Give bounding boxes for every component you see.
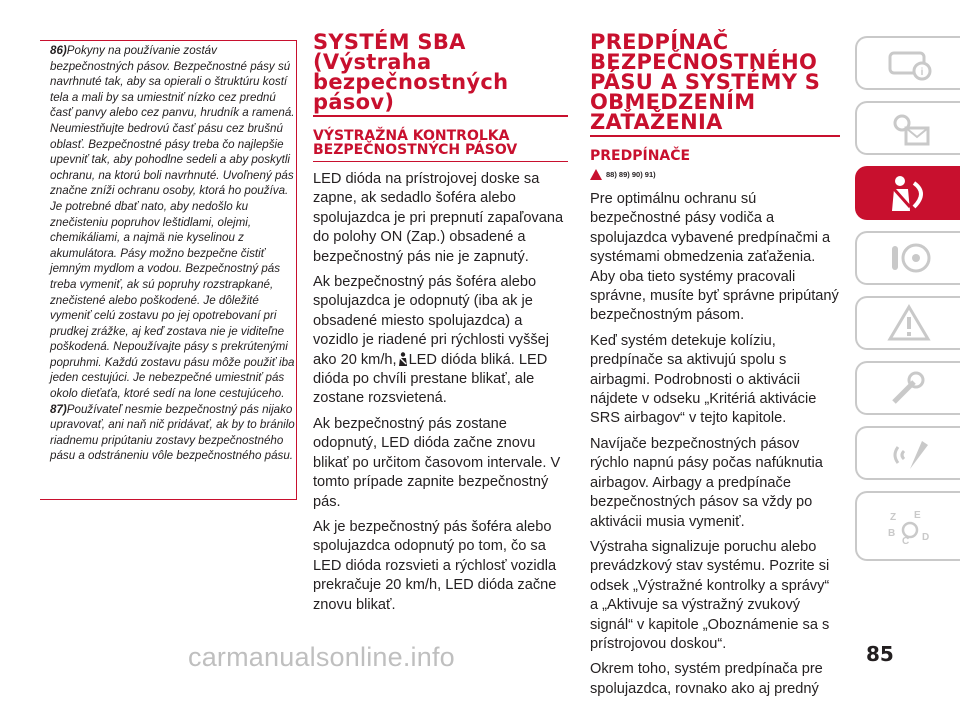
pretensioner-title-rule [590,135,840,137]
sba-title: SYSTÉM SBA (Výstraha bezpečnostných pásov) [313,30,509,114]
svg-text:D: D [921,532,929,543]
alphabetical-index-icon [884,506,934,546]
tab-technical-data[interactable] [855,426,960,480]
warning-triangle-icon [884,303,934,343]
pretensioner-section [590,32,840,705]
warnings-text [50,43,295,464]
warning-refs-text: 88) 89) 90) 91) [606,170,656,179]
seatbelt-airbag-icon [884,173,934,213]
sba-subtitle: VÝSTRAŽNÁ KONTROLKA BEZPEČNOSTNÝCH PÁSOV [313,128,518,158]
tab-starting[interactable] [855,231,960,285]
tab-car-info[interactable] [855,36,960,90]
pretensioner-para-3: Navíjače bezpečnostných pásov rýchlo napnú pásy počas nafúknutia airbagov. Airbagy a predpínače bezpečnostných pásov sa vždy po aktivácii musia vymeniť. [590,435,823,530]
sba-section [313,32,568,621]
note-87-label: 87) [50,402,67,416]
svg-text:Z: Z [889,512,896,523]
maintenance-icon [884,368,934,408]
note-86-label: 86) [50,44,67,57]
svg-text:i: i [920,67,923,78]
pretensioner-title: PREDPÍNAČ BEZPEČNOSTNÉHO PÁSU A SYSTÉMY S OBMEDZENÍM ZAŤAŽENIA [590,30,821,134]
pretensioner-para-5: Okrem toho, systém predpínača pre spolujazdca, rovnako ako aj predný [590,661,823,697]
tab-emergency[interactable] [855,296,960,350]
svg-text:B: B [887,528,895,539]
dashboard-lights-icon [884,108,934,148]
svg-text:C: C [901,536,909,546]
sba-para-3: Ak bezpečnostný pás zostane odopnutý, LED dióda začne znovu blikať po určitom časovom intervale. V tomto prípade zapnite bezpečnostný pás. [313,415,561,510]
warnings-box [40,40,297,500]
sba-para-2a: Ak bezpečnostný pás šoféra alebo spolujazdca je odopnutý (iba ak je obsadené miesto spolujazdca) a vozidlo je riadené pri rýchlosti vyššej ako 20 km/h, [313,274,550,368]
page-number: 85 [866,642,894,666]
technical-data-icon [884,433,934,473]
seatbelt-warning-icon [397,352,409,366]
note-86-text: Pokyny na používanie zostáv bezpečnostných pásov. Bezpečnostné pásy sú navrhnuté tak, aby sa opierali o štruktúru kostí tela a mali by sa umiestniť nízko cez prednú časť panvy alebo cez panvu, hrudník a ramená. Neumiestňujte bedrovú časť pásu cez brušnú oblasť. Bezpečnostné pásy treba čo najlepšie upevniť tak, aby pohodlne sedeli a aby poskytli ochranu, na ktorú boli navrhnuté. Uvoľnený pás značne zníži ochranu osoby, ktorá ho používa. Je potrebné dbať nato, aby nedošlo ku znečisteniu popruhov leštidlami, olejmi, chemikáliami, a najmä nie kyselinou z akumulátora. Pásy možno bezpečne čistiť jemným mydlom a vodou. Bezpečnostný pás treba vymeniť, ak sú popruhy rozstrapkané, znečistené alebo poškodené. Je dôležité vymeniť celú zostavu po jej opotrebovaní pri prudkej zrážke, aj keď zostava nie je viditeľne poškodená. Nepoužívajte pásy s prekrútenými popruhmi. Každú zostavu pásu môže použiť iba jeden cestujúci. Je nebezpečné umiestniť pás okolo dieťaťa, ktoré sedí na lone cestujúceho. [50,44,295,401]
tab-dashboard[interactable] [855,101,960,155]
tab-index[interactable] [855,491,960,561]
warning-triangle-icon [590,169,602,180]
svg-text:E: E [913,510,921,521]
sba-title-rule [313,115,568,117]
sba-para-4: Ak je bezpečnostný pás šoféra alebo spolujazdca odopnutý po tom, čo sa LED dióda rozsvieti a rýchlosť vozidla prekračuje 20 km/h, LED dióda začne znovu blikať. [313,518,557,613]
note-87-text: Používateľ nesmie bezpečnostný pás nijako upravovať, ani naň nič pridávať, ak by to bránilo riadnemu pripútaniu zostavy bezpečnostného pásu a odstráneniu vôle bezpečnostného pásu. [50,402,295,463]
pretensioner-para-2: Keď systém detekuje kolíziu, predpínače sa aktivujú spolu s airbagmi. Podrobnosti o aktivácii nájdete v odseku „Kritériá aktivácie SRS airbagov“ v tejto kapitole. [590,332,817,427]
sba-subtitle-rule [313,161,568,162]
warning-refs [590,169,840,180]
key-start-icon [884,238,934,278]
sba-para-2 [313,273,568,409]
car-info-icon [884,43,934,83]
pretensioner-para-1: Pre optimálnu ochranu sú bezpečnostné pásy vodiča a spolujazdca vybavené predpínačmi a systémami obmedzenia zaťaženia. Aby oba tieto systémy pracovali správne, musíte byť správne pripútaný bezpečnostným pásom. [590,191,839,324]
watermark: carmanualsonline.info [188,642,455,672]
pretensioner-subtitle: PREDPÍNAČE [590,148,691,164]
tab-maintenance[interactable] [855,361,960,415]
pretensioner-para-4: Výstraha signalizuje poruchu alebo prevádzkový stav systému. Pozrite si odsek „Výstražné kontrolky a správy“ a „Aktivuje sa výstražný zvukový signál“ v kapitole „Oboznámenie sa s prístrojovou doskou“. [590,538,830,652]
tab-safety[interactable] [855,166,960,220]
sba-para-2b: LED dióda bliká. LED dióda po chvíli prestane blikať, ale zostane rozsvietená. [313,351,548,407]
sba-para-1: LED dióda na prístrojovej doske sa zapne, ak sedadlo šoféra alebo spolujazdca je pri prepnutí zapaľovana do polohy ON (Zap.) obsadené a bezpečnostný pás nie je zapnutý. [313,171,564,265]
